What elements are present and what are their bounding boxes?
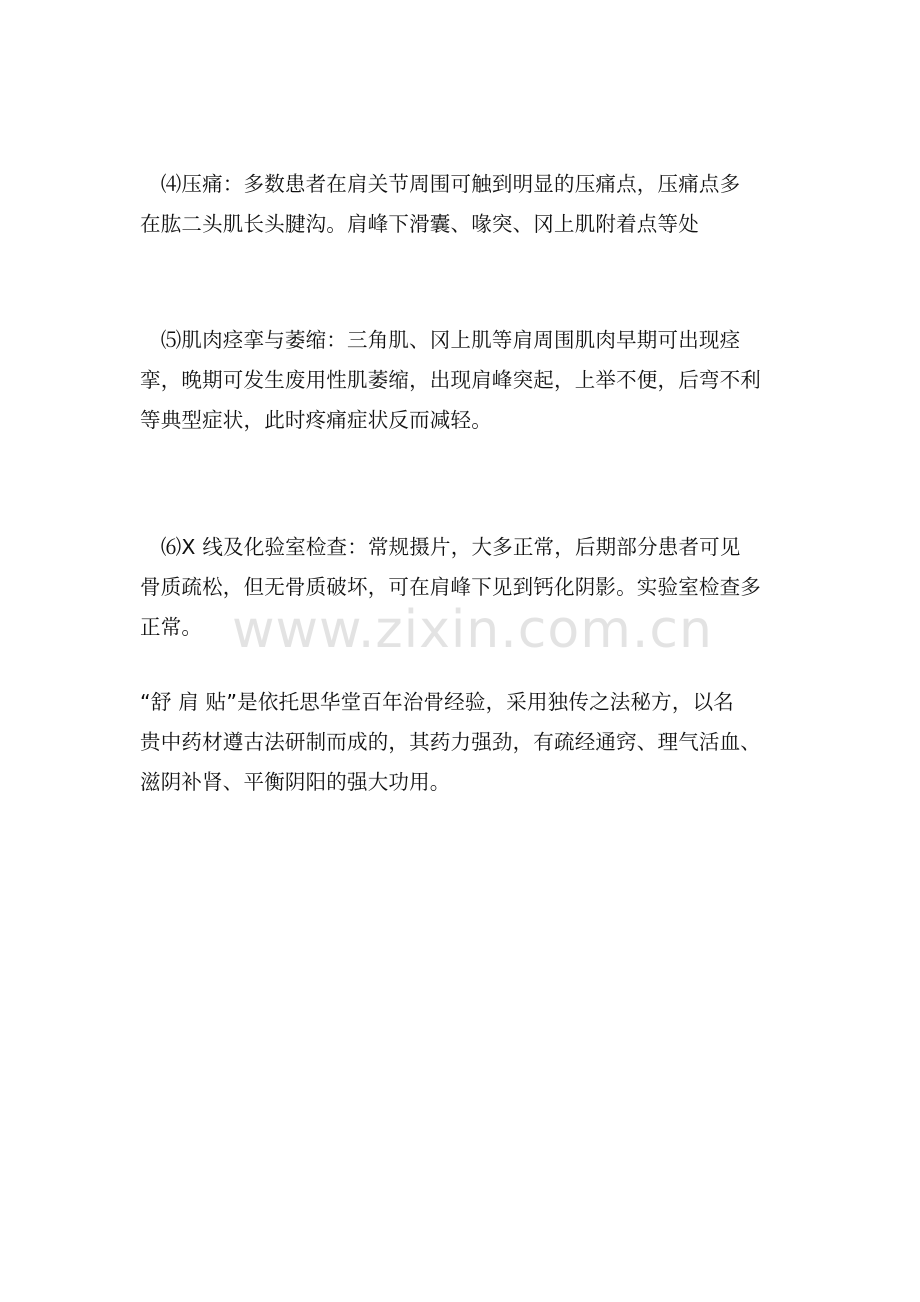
paragraph-muscle-spasm bbox=[140, 320, 790, 440]
paragraph-line: “舒 肩 贴”是依托思华堂百年治骨经验，采用独传之法秘方，以名 bbox=[140, 690, 734, 714]
paragraph-line: 等典型症状，此时疼痛症状反而减轻。 bbox=[140, 408, 492, 432]
paragraph-line: ⑷压痛：多数患者在肩关节周围可触到明显的压痛点，压痛点多 bbox=[140, 172, 741, 196]
paragraph-line: 贵中药材遵古法研制而成的，其药力强劲，有疏经通窍、理气活血、 bbox=[140, 730, 761, 754]
paragraph-line: 滋阴补肾、平衡阴阳的强大功用。 bbox=[140, 770, 451, 794]
paragraph-xray-lab bbox=[140, 527, 790, 647]
paragraph-line: ⑹X 线及化验室检查：常规摄片，大多正常，后期部分患者可见 bbox=[140, 535, 741, 559]
paragraph-line: 骨质疏松，但无骨质破坏，可在肩峰下见到钙化阴影。实验室检查多 bbox=[140, 575, 761, 599]
paragraph-line: ⑸肌肉痉挛与萎缩：三角肌、冈上肌等肩周围肌肉早期可出现痉 bbox=[140, 328, 741, 352]
paragraph-line: 挛，晚期可发生废用性肌萎缩，出现肩峰突起，上举不便，后弯不利 bbox=[140, 368, 761, 392]
watermark: www.zixin.com.cn bbox=[232, 600, 713, 660]
paragraph-tenderness bbox=[140, 164, 790, 244]
paragraph-line: 正常。 bbox=[140, 615, 203, 639]
paragraph-product bbox=[140, 682, 790, 802]
paragraph-line: 在肱二头肌长头腱沟。肩峰下滑囊、喙突、冈上肌附着点等处 bbox=[140, 212, 699, 236]
